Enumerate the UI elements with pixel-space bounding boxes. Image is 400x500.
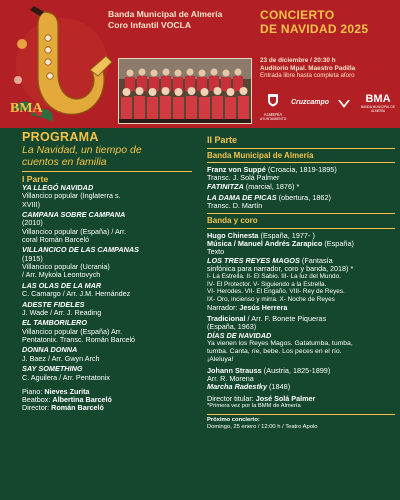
choir-name: Coro Infantil VOCLA bbox=[108, 19, 192, 30]
piece-title: LA DAMA DE PICAS bbox=[207, 192, 277, 202]
piece-detail: Villancico popular (España) / Arr. bbox=[22, 226, 127, 236]
piece-item bbox=[22, 365, 192, 382]
narrator-name: Jesús Herrera bbox=[239, 302, 288, 312]
program-subtitle-line2: cuentos en familia bbox=[22, 155, 107, 168]
almeria-logo-text: ALMERÍA bbox=[263, 112, 283, 117]
program-subtitle bbox=[22, 145, 192, 168]
piece-title: EL TAMBORILERO bbox=[22, 318, 87, 328]
music-credit bbox=[207, 240, 395, 248]
movement-line: VI- Herodes. VII- El Engaño. VIII- Rey de Reyes. bbox=[207, 288, 345, 296]
credit-director bbox=[22, 404, 192, 412]
composer-origin: (Croacia, 1819-1895) bbox=[265, 164, 337, 174]
director-credit bbox=[207, 395, 395, 403]
section-divider bbox=[207, 414, 395, 415]
piece-title: LAS OLAS DE LA MAR bbox=[22, 280, 102, 290]
music-credit-name: Música / Manuel Andrés Zarapico bbox=[207, 239, 323, 249]
section-divider bbox=[22, 171, 192, 172]
piece-detail: (2010) bbox=[22, 218, 43, 228]
piece-title: FATINITZA bbox=[207, 181, 244, 191]
credit-label: Piano: bbox=[22, 386, 45, 396]
traditional-title: Tradicional bbox=[207, 313, 246, 323]
piece-detail: C. Camargo / Arr. J.M. Hernández bbox=[22, 289, 131, 299]
piece-detail: Villancico popular (Ucrania) bbox=[22, 262, 110, 272]
almeria-logo-subtext: AYUNTAMIENTO bbox=[260, 117, 287, 121]
composer-origin: (España, 1977- ) bbox=[258, 230, 315, 240]
next-concert bbox=[207, 417, 395, 431]
piece-extra: (obertura, 1862) bbox=[276, 192, 331, 202]
piece-title: CAMPANA SOBRE CAMPANA bbox=[22, 210, 126, 220]
event-date-time: 23 de diciembre / 20:30 h bbox=[260, 57, 336, 64]
program-right-column bbox=[207, 135, 395, 431]
bma-mark: BMA bbox=[10, 101, 43, 116]
event-entry: Entrada libre hasta completa aforo bbox=[260, 72, 355, 80]
piece-item bbox=[22, 301, 192, 318]
piece-extra: (1848) bbox=[267, 382, 291, 392]
piece-radetzky bbox=[207, 383, 395, 391]
composer-name: Franz von Suppé bbox=[207, 164, 266, 174]
piece-detail: sinfónica para narrador, coro y banda, 2018) * bbox=[207, 263, 354, 273]
bma-logo bbox=[358, 93, 398, 113]
city-shield-icon bbox=[266, 93, 280, 107]
text-credit: Texto bbox=[207, 247, 225, 257]
concert-title-line2: DE NAVIDAD 2025 bbox=[260, 22, 369, 36]
band-name: Banda Municipal de Almería bbox=[108, 9, 223, 19]
piece-extra: (marcial, 1876) * bbox=[243, 181, 300, 191]
composer-name: Hugo Chinesta bbox=[207, 230, 259, 240]
footnote: *Primera vez por la BMM de Almería bbox=[207, 403, 301, 410]
part-one-heading: I Parte bbox=[22, 174, 49, 184]
next-concert-details: Domingo, 25 enero / 12:00 h / Teatro Apolo bbox=[207, 423, 318, 430]
piece-title: LOS TRES REYES MAGOS bbox=[207, 255, 300, 265]
program-heading: PROGRAMA bbox=[22, 130, 99, 144]
piece-detail: Villancico popular (España) Arr. bbox=[22, 326, 123, 336]
movement-line: I- La Estrella. II- El Sabio. III- La luz del Mundo. bbox=[207, 273, 341, 281]
piece-extra: (Fantasía bbox=[299, 255, 333, 265]
cruzcampo-logo bbox=[290, 99, 330, 106]
piece-detail: C. Aguilera / Arr. Pentatonix bbox=[22, 372, 110, 382]
next-concert-label: Próximo concierto: bbox=[207, 417, 260, 424]
piece-title: Marcha Radestky bbox=[207, 382, 268, 392]
composer-origin: (Austria, 1825-1899) bbox=[261, 365, 331, 375]
section-divider bbox=[207, 213, 395, 214]
piece-title: SAY SOMETHING bbox=[22, 364, 83, 374]
lyrics-line: ¡Aleluya! bbox=[207, 355, 234, 363]
piece-fatinitza bbox=[207, 183, 395, 191]
movement-line: IV- El Protector. V- Siguiendo a la Estrella. bbox=[207, 280, 327, 288]
header-banner bbox=[0, 0, 400, 128]
piece-item bbox=[22, 211, 192, 244]
almeria-logo bbox=[260, 93, 286, 122]
movement-line: IX- Oro, incienso y mirra. X- Noche de Reyes bbox=[207, 296, 335, 304]
piece-item bbox=[22, 346, 192, 363]
credit-label: Director: bbox=[22, 403, 52, 413]
concert-title bbox=[260, 8, 396, 36]
piece-title: VILLANCICO DE LAS CAMPANAS bbox=[22, 245, 140, 255]
piece-detail: (1915) bbox=[22, 253, 43, 263]
banda-coro-heading: Banda y coro bbox=[207, 216, 258, 226]
event-venue: Auditorio Mpal. Maestro Padilla bbox=[260, 64, 356, 72]
music-credit-origin: (España) bbox=[322, 239, 354, 249]
program-subtitle-line1: La Navidad, un tiempo de bbox=[22, 144, 142, 156]
composer-name: Johann Strauss bbox=[207, 365, 262, 375]
piece-dias-title: DÍAS DE NAVIDAD bbox=[207, 330, 272, 340]
piece-detail: J. Baez / Arr. Gwyn Arch bbox=[22, 353, 100, 363]
arrangement: Arr. R. Morena bbox=[207, 374, 254, 384]
transcription: Transc. D. Martín bbox=[207, 201, 263, 211]
cruzcampo-logo-text: Cruzcampo bbox=[290, 99, 330, 106]
event-info bbox=[260, 57, 396, 80]
lyrics-line: Ya vienen los Reyes Magos. Gatatumba, tumba, bbox=[207, 339, 353, 347]
director-label: Director titular: bbox=[207, 393, 256, 403]
section-divider bbox=[207, 148, 395, 149]
director-name: José Solá Palmer bbox=[255, 393, 316, 403]
narrator-credit bbox=[207, 304, 395, 312]
performer-credits bbox=[22, 388, 192, 413]
piece-detail: XVIII) bbox=[22, 199, 40, 209]
concert-title-line1: CONCIERTO bbox=[260, 8, 335, 22]
piece-item bbox=[22, 246, 192, 279]
band-title bbox=[108, 9, 248, 30]
piece-title: YA LLEGÓ NAVIDAD bbox=[22, 183, 94, 192]
banda-heading: Banda Municipal de Almería bbox=[207, 150, 314, 160]
piece-detail: J. Wade / Arr. J. Reading bbox=[22, 307, 102, 317]
piece-item bbox=[22, 319, 192, 344]
section-divider bbox=[207, 228, 395, 229]
traditional-year: (España, 1963) bbox=[207, 322, 257, 332]
credit-label: Beatbox: bbox=[22, 395, 53, 405]
piece-title: ADESTE FIDELES bbox=[22, 299, 85, 309]
piece-detail: / Arr. Mykola Leontovych bbox=[22, 270, 101, 280]
piece-item bbox=[22, 282, 192, 299]
piece-item bbox=[22, 184, 192, 209]
choir-photo-image bbox=[119, 59, 252, 124]
choir-photo bbox=[118, 58, 252, 124]
traditional-arranger: / Arr. F. Bonete Piqueras bbox=[245, 313, 327, 323]
piece-detail: Villancico popular (Inglaterra s. bbox=[22, 191, 121, 201]
credit-name: Albertina Barceló bbox=[52, 395, 112, 405]
piece-title: DONNA DONNA bbox=[22, 345, 78, 355]
piece-detail: coral Román Barceló bbox=[22, 234, 90, 244]
section-divider bbox=[207, 162, 395, 163]
transcription: Transc. J. Solá Palmer bbox=[207, 173, 280, 183]
sponsor-logos bbox=[258, 93, 398, 123]
narrator-label: Narrador: bbox=[207, 302, 240, 312]
credit-name: Nieves Zurita bbox=[44, 386, 90, 396]
bma-logo-subtext: BANDA MUNICIPAL DE ALMERÍA bbox=[360, 105, 395, 113]
saxophone-ornament-icon bbox=[4, 4, 114, 128]
piece-detail: Pentatonix. Transc. Román Barceló bbox=[22, 334, 136, 344]
part-two-heading: II Parte bbox=[207, 135, 238, 145]
credit-name: Román Barceló bbox=[51, 403, 104, 413]
program-left-column bbox=[22, 130, 192, 413]
bma-logo-text: BMA bbox=[365, 93, 391, 105]
part-one-list bbox=[22, 184, 192, 382]
lyrics-line: tumba. Canta, ríe, bebe. Los peces en el río. bbox=[207, 347, 342, 355]
chevron-brand-icon bbox=[336, 97, 352, 115]
